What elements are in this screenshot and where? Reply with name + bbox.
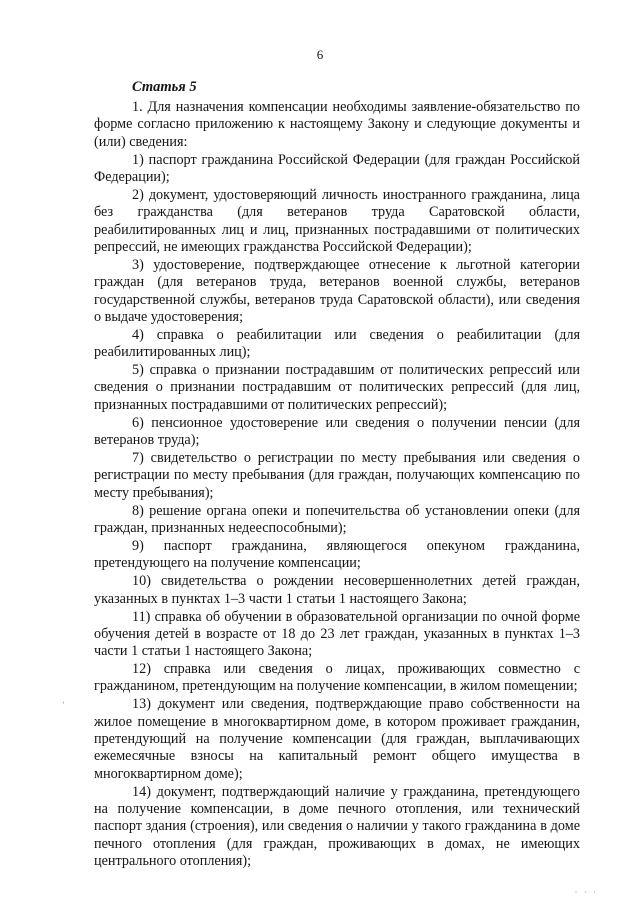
list-item-6: 6) пенсионное удостоверение или сведения о получении пенсии (для ветеранов труда); bbox=[94, 414, 580, 449]
list-item-13: 13) документ или сведения, подтверждающие право собственности на жилое помещение в многоквартирном доме, в котором проживает гражданин, претендующий на получение компенсации (для граждан, выплачивающих ежемесячные взносы на капитальный ремонт общего имущества в многоквартирном доме); bbox=[94, 696, 580, 782]
paragraph-intro: 1. Для назначения компенсации необходимы заявление-обязательство по форме согласно приложению к настоящему Закону и следующие документы и (или) сведения: bbox=[94, 99, 580, 150]
list-item-2: 2) документ, удостоверяющий личность иностранного гражданина, лица без гражданства (для ветеранов труда Саратовской области, реабилитированных лиц и лиц, признанных пострадавшими от политических репрессий, не имеющих гражданства Российской Федерации); bbox=[94, 186, 580, 255]
list-item-3: 3) удостоверение, подтверждающее отнесение к льготной категории граждан (для ветеранов труда, ветеранов военной службы, ветеранов государственной службы, ветеранов труда Саратовской области), или сведения о выдаче удостоверения; bbox=[94, 256, 580, 325]
article-title: Статья 5 bbox=[132, 79, 197, 95]
article-body bbox=[94, 99, 580, 870]
list-item-4: 4) справка о реабилитации или сведения о реабилитации (для реабилитированных лиц); bbox=[94, 326, 580, 361]
list-item-12: 12) справка или сведения о лицах, проживающих совместно с гражданином, претендующим на получение компенсации, в жилом помещении; bbox=[94, 661, 580, 695]
list-item-9: 9) паспорт гражданина, являющегося опекуном гражданина, претендующего на получение компенсации; bbox=[94, 537, 580, 572]
list-item-14: 14) документ, подтверждающий наличие у гражданина, претендующего на получение компенсации, в доме печного отопления, или технический паспорт здания (строения), или сведения о наличии у такого гражданина в доме печного отопления (для граждан, проживающих в домах, не имеющих центрального отопления); bbox=[94, 783, 580, 870]
scan-artifact-mark: ʼ bbox=[62, 700, 65, 710]
scan-artifact-mark: · · · bbox=[574, 887, 598, 897]
list-item-11: 11) справка об обучении в образовательной организации по очной форме обучения детей в возрасте от 18 до 23 лет граждан, указанных в пунктах 1–3 части 1 статьи 1 настоящего Закона; bbox=[94, 608, 580, 660]
list-item-5: 5) справка о признании пострадавшим от политических репрессий или сведения о признании пострадавшим от политических репрессий (для лиц, признанных пострадавшими от политических репрессий); bbox=[94, 362, 580, 413]
list-item-7: 7) свидетельство о регистрации по месту пребывания или сведения о регистрации по месту пребывания (для граждан, получающих компенсацию по месту пребывания); bbox=[94, 450, 580, 501]
list-item-8: 8) решение органа опеки и попечительства об установлении опеки (для граждан, признанных недееспособными); bbox=[94, 502, 580, 536]
list-item-10: 10) свидетельства о рождении несовершеннолетних детей граждан, указанных в пунктах 1–3 части 1 статьи 1 настоящего Закона; bbox=[94, 573, 580, 607]
list-item-1: 1) паспорт гражданина Российской Федерации (для граждан Российской Федерации); bbox=[94, 151, 580, 185]
page-number: 6 bbox=[316, 47, 324, 62]
